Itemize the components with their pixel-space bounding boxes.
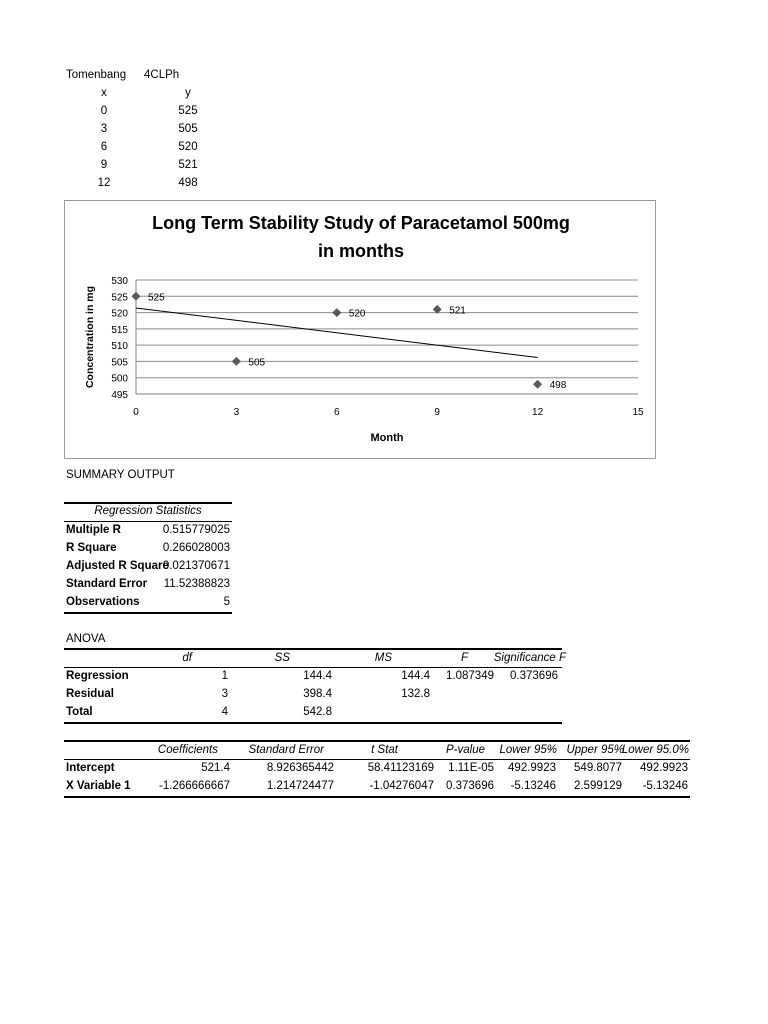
coef-cell: -5.13246 <box>642 780 688 792</box>
coef-row-label: X Variable 1 <box>66 780 131 792</box>
y-tick-label: 530 <box>111 276 128 287</box>
col-header-x: x <box>101 87 107 99</box>
reg-stat-value: 0.021370671 <box>162 560 230 572</box>
coef-cell: 549.8077 <box>574 762 622 774</box>
reg-stats-header: Regression Statistics <box>94 505 202 517</box>
y-tick-label: 505 <box>111 357 128 369</box>
coef-header: Standard Error <box>248 744 324 756</box>
table-cell-x: 9 <box>100 159 108 171</box>
anova-cell: 144.4 <box>303 670 332 682</box>
coef-cell: 8.926365442 <box>266 762 334 774</box>
table-cell-y: 520 <box>178 141 198 153</box>
anova-row-label: Regression <box>66 670 129 682</box>
divider <box>64 740 690 742</box>
chart[interactable] <box>64 200 656 459</box>
reg-stat-label: Observations <box>66 596 140 608</box>
table-cell-x: 3 <box>100 123 108 135</box>
coef-row-label: Intercept <box>66 762 115 774</box>
anova-header-significance: Significance F <box>493 652 566 664</box>
y-tick-label: 515 <box>111 324 128 336</box>
data-label: 520 <box>348 308 366 320</box>
coef-cell: 1.11E-05 <box>448 762 494 774</box>
coef-cell: 492.9923 <box>508 762 556 774</box>
reg-stat-label: Standard Error <box>66 578 148 590</box>
divider <box>64 521 232 522</box>
y-tick-label: 500 <box>111 373 128 385</box>
anova-cell: 1 <box>221 670 228 682</box>
data-point <box>132 292 141 301</box>
col-header-y: y <box>185 87 191 99</box>
table-cell-y: 505 <box>178 123 198 135</box>
y-tick-label: 510 <box>111 341 128 353</box>
divider <box>64 502 232 504</box>
table-cell-y: 521 <box>178 159 198 171</box>
anova-row-label: Residual <box>66 688 114 700</box>
sheet-label-left: Tomenbang <box>66 69 127 81</box>
sheet-label-right: 4CLPh <box>144 69 180 81</box>
anova-cell: 1.087349 <box>446 670 494 682</box>
reg-stat-value: 11.52388823 <box>163 578 230 590</box>
anova-header-ss: SS <box>274 652 290 664</box>
chart-title: Long Term Stability Study of Paracetamol 500mg <box>152 213 570 233</box>
x-tick-label: 12 <box>532 407 544 418</box>
anova-row-label: Total <box>66 706 93 718</box>
divider <box>64 667 562 668</box>
x-tick-label: 9 <box>434 407 440 418</box>
anova-cell: 132.8 <box>401 688 430 700</box>
divider <box>64 796 690 798</box>
y-tick-label: 525 <box>111 292 128 304</box>
divider <box>64 722 562 724</box>
divider <box>64 648 562 650</box>
coef-cell: 0.373696 <box>446 780 494 792</box>
data-point <box>232 357 241 366</box>
y-tick-label: 495 <box>111 390 128 401</box>
table-cell-x: 12 <box>97 177 111 189</box>
chart-plot <box>65 201 655 458</box>
coef-cell: 2.599129 <box>574 780 622 792</box>
anova-header-f: F <box>460 652 468 664</box>
anova-cell: 144.4 <box>401 670 430 682</box>
reg-stat-value: 0.266028003 <box>162 542 230 554</box>
anova-cell: 542.8 <box>303 706 332 718</box>
table-cell-x: 0 <box>100 105 108 117</box>
anova-cell: 4 <box>221 706 228 718</box>
data-point <box>332 308 341 317</box>
coef-header: Lower 95% <box>499 744 557 756</box>
reg-stat-label: R Square <box>66 542 117 554</box>
data-label: 521 <box>449 305 466 317</box>
y-axis-label: Concentration in mg <box>84 285 96 389</box>
x-tick-label: 0 <box>133 407 139 418</box>
x-tick-label: 3 <box>233 407 240 418</box>
coef-header: Lower 95.0% <box>621 744 689 756</box>
coef-cell: 492.9923 <box>640 762 688 774</box>
data-point <box>533 380 542 389</box>
chart-title-line2: in months <box>318 241 404 261</box>
anova-cell: 398.4 <box>303 688 332 700</box>
coef-cell: 521.4 <box>201 762 230 774</box>
data-label: 505 <box>248 357 266 369</box>
x-tick-label: 6 <box>334 407 340 418</box>
x-axis-label: Month <box>370 432 404 444</box>
coef-cell: -1.266666667 <box>159 780 230 792</box>
divider <box>64 612 232 614</box>
coef-header: t Stat <box>371 744 398 756</box>
anova-cell: 0.373696 <box>510 670 558 682</box>
divider <box>64 759 690 760</box>
coef-header: Upper 95% <box>566 744 624 756</box>
table-cell-x: 6 <box>100 141 108 153</box>
coef-cell: 1.214724477 <box>266 780 334 792</box>
anova-header-df: df <box>182 652 192 664</box>
summary-title: SUMMARY OUTPUT <box>66 469 175 481</box>
data-label: 525 <box>148 292 165 304</box>
y-tick-label: 520 <box>111 308 128 320</box>
anova-title: ANOVA <box>66 633 106 645</box>
reg-stat-label: Multiple R <box>66 524 121 536</box>
reg-stat-value: 0.515779025 <box>162 524 230 536</box>
coef-cell: -1.04276047 <box>369 780 434 792</box>
anova-header-ms: MS <box>374 652 392 664</box>
coef-cell: 58.41123169 <box>367 762 434 774</box>
table-cell-y: 498 <box>178 177 198 189</box>
anova-cell: 3 <box>221 688 228 700</box>
coef-header: P-value <box>446 744 485 756</box>
data-label: 498 <box>549 380 567 392</box>
reg-stat-label: Adjusted R Square <box>66 560 169 572</box>
coef-cell: -5.13246 <box>510 780 556 792</box>
reg-stat-value: 5 <box>223 596 230 608</box>
table-cell-y: 525 <box>178 105 198 117</box>
coef-header: Coefficients <box>157 744 218 756</box>
x-tick-label: 15 <box>632 407 644 418</box>
